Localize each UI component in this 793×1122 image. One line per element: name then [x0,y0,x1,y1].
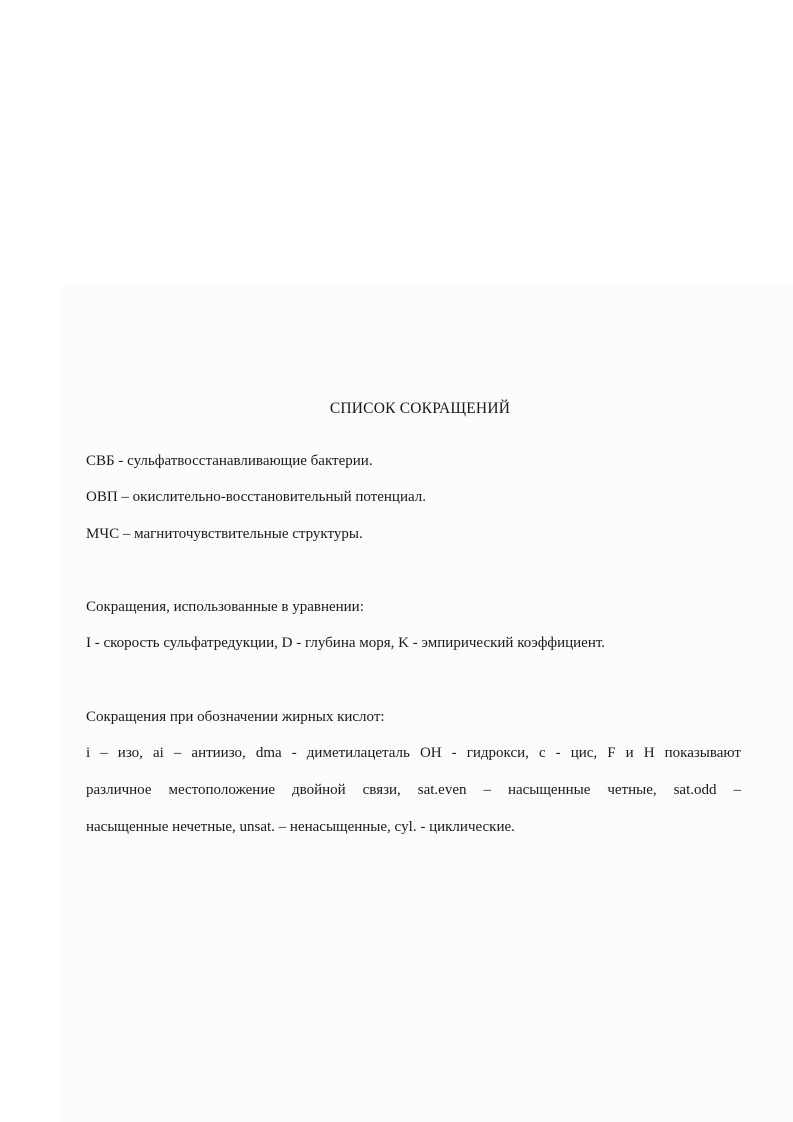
abbreviation-mchs: МЧС – магниточувствительные структуры. [86,526,363,542]
equation-section-text: I - скорость сульфатредукции, D - глубина моря, K - эмпирический коэффициент. [86,635,606,651]
equation-section-heading: Сокращения, использованные в уравнении: [86,599,364,615]
page-title: СПИСОК СОКРАЩЕНИЙ [329,400,511,417]
fatty-acids-line-1: i – изо, ai – антиизо, dma - диметилацеталь OH - гидрокси, c - цис, F и H показывают [86,745,741,761]
abbreviation-ovp: ОВП – окислительно-восстановительный потенциал. [86,489,426,505]
abbreviation-svb: СВБ - сульфатвосстанавливающие бактерии. [86,453,373,469]
fatty-acids-line-2: различное местоположение двойной связи, sat.even – насыщенные четные, sat.odd – [86,782,741,798]
fatty-acids-section-heading: Сокращения при обозначении жирных кислот: [86,709,385,725]
fatty-acids-line-3: насыщенные нечетные, unsat. – ненасыщенные, cyl. - циклические. [86,819,515,835]
